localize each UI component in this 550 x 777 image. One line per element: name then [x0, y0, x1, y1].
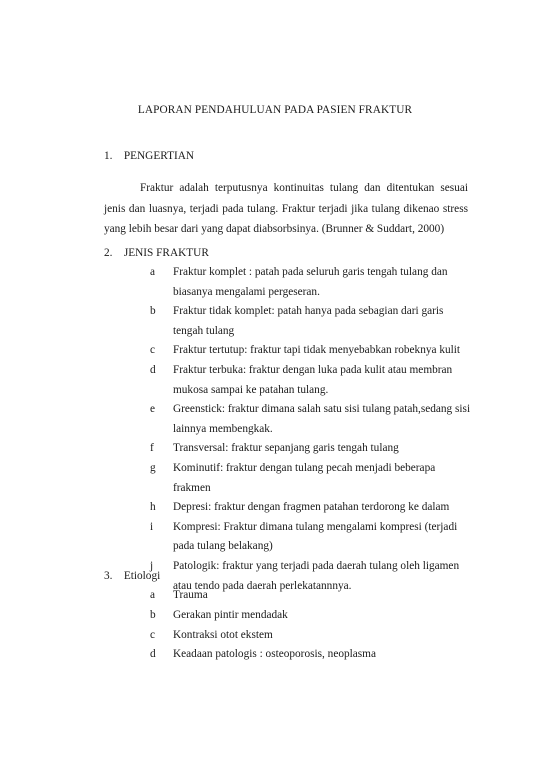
list-item-text: Transversal: fraktur sepanjang garis tengah tulang: [173, 442, 399, 455]
section-title: JENIS FRAKTUR: [123, 247, 209, 259]
section-heading-jenis-fraktur: [104, 247, 209, 259]
list-item-text: Fraktur tertutup: fraktur tapi tidak menyebabkan robeknya kulit: [173, 344, 461, 357]
list-item: [0, 439, 550, 459]
list-item-letter: f: [150, 442, 154, 455]
list-item-letter: g: [150, 461, 156, 474]
section-number: 2.: [104, 247, 113, 259]
section-number: 3.: [104, 570, 113, 582]
section-heading-etiologi: [104, 570, 160, 582]
list-item: [0, 341, 550, 361]
section-title: Etiologi: [123, 570, 161, 582]
list-item: [0, 263, 550, 302]
list-item: [0, 518, 550, 557]
list-item-text: Gerakan pintir mendadak: [173, 608, 288, 621]
list-item: [0, 586, 550, 606]
section-title: PENGERTIAN: [123, 150, 195, 162]
section-number: 1.: [104, 150, 113, 162]
list-item: [0, 459, 550, 498]
list-item-letter: i: [150, 520, 154, 533]
list-item-letter: e: [150, 403, 156, 416]
list-item: [0, 626, 550, 646]
list-item-text: Greenstick: fraktur dimana salah satu sisi tulang patah,sedang sisi lainnya membengkak.: [173, 403, 471, 435]
definition-paragraph: Fraktur adalah terputusnya kontinuitas tulang dan ditentukan sesuai jenis dan luasnya, terjadi pada tulang. Fraktur terjadi jika tulang dikenao stress yang lebih besar dari yang dapat diabsorbsinya. (Brunner & Suddart, 2000): [104, 182, 468, 235]
list-item-text: Trauma: [173, 589, 208, 601]
document-title: LAPORAN PENDAHULUAN PADA PASIEN FRAKTUR: [137, 104, 413, 116]
list-item-text: Kominutif: fraktur dengan tulang pecah menjadi beberapa frakmen: [173, 461, 436, 494]
list-item-text: Kontraksi otot ekstem: [173, 628, 273, 641]
list-item: [0, 302, 550, 341]
list-item-text: Fraktur komplet : patah pada seluruh garis tengah tulang dan biasanya mengalami pergeseran.: [173, 266, 448, 298]
list-item-letter: b: [150, 608, 156, 621]
list-item-letter: c: [150, 344, 156, 357]
list-item-text: Fraktur terbuka: fraktur dengan luka pada kulit atau membran mukosa sampai ke patahan tulang.: [173, 363, 453, 396]
fracture-types-list: [0, 263, 550, 596]
list-item-text: Fraktur tidak komplet: patah hanya pada sebagian dari garis tengah tulang: [173, 305, 444, 337]
list-item-letter: b: [150, 305, 156, 318]
list-item-letter: a: [150, 589, 156, 601]
list-item: [0, 361, 550, 400]
list-item: [0, 498, 550, 518]
list-item-text: Depresi: fraktur dengan fragmen patahan terdorong ke dalam: [173, 501, 450, 514]
section-heading-pengertian: [104, 150, 194, 162]
list-item-letter: d: [150, 648, 156, 661]
etiology-list: [0, 586, 550, 665]
list-item-letter: h: [150, 501, 156, 514]
list-item-text: Keadaan patologis : osteoporosis, neoplasma: [173, 648, 376, 661]
list-item-letter: j: [150, 559, 154, 572]
list-item-text: Kompresi: Fraktur dimana tulang mengalami kompresi (terjadi pada tulang belakang): [173, 520, 458, 553]
list-item: [0, 400, 550, 439]
list-item-letter: c: [150, 628, 156, 641]
list-item-text: Patologik: fraktur yang terjadi pada daerah tulang oleh ligamen atau tendo pada daerah perlekatannnya.: [173, 559, 460, 592]
list-item-letter: a: [150, 266, 156, 278]
list-item-letter: d: [150, 363, 156, 376]
list-item: [0, 645, 550, 665]
list-item: [0, 606, 550, 626]
